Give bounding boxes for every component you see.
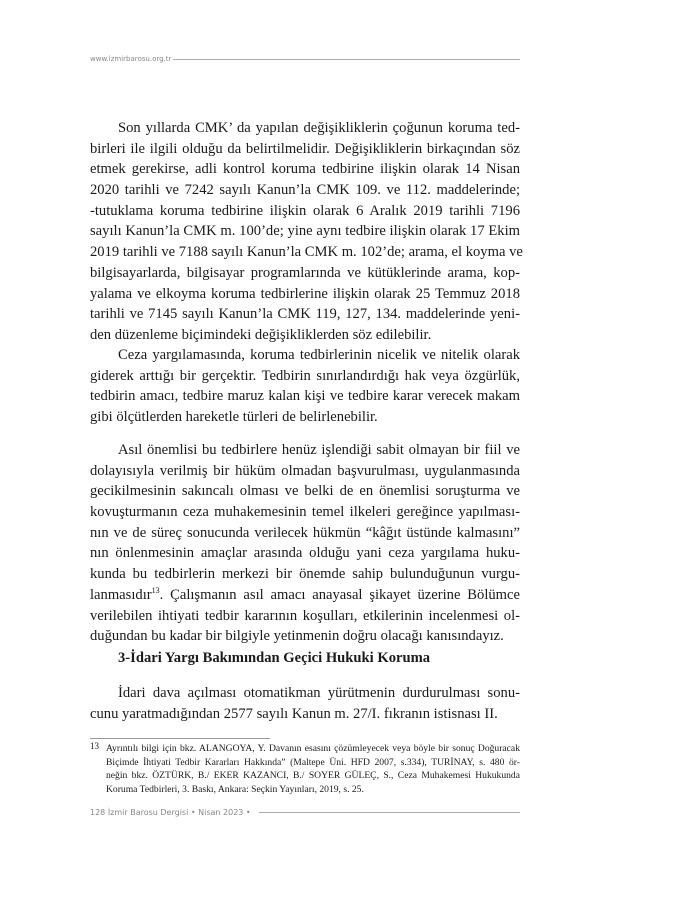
- paragraph-1: [90, 118, 523, 346]
- text-line: duğundan bu kadar bir bilgiyle yetinmenin doğru olacağı kanısındayız.: [90, 628, 504, 645]
- text-line: sayılı Kanun’la CMK m. 100’de; yine aynı tedbire ilişkin olarak 17 Ekim: [90, 223, 520, 240]
- text-line: birleri ile ilgili olduğu da belirtilmelidir. Değişikliklerin birkaçından söz: [90, 140, 520, 157]
- footnote-line: Koruma Tedbirleri, 3. Baskı, Ankara: Seçkin Yayınları, 2019, s. 25.: [106, 783, 364, 795]
- paragraph-3: [90, 440, 520, 647]
- text-line: 2020 tarihli ve 7242 sayılı Kanun’la CMK 109. ve 112. maddelerinde;: [90, 182, 520, 199]
- text-line: etmek gerekirse, adli kontrol koruma tedbirine ilişkin olarak 14 Nisan: [90, 161, 520, 178]
- text-line: tarihli ve 7145 sayılı Kanun’la CMK 119, 127, 134. maddelerinde yeni-: [90, 306, 520, 323]
- text-line: bilgisayarlarda, bilgisayar programlarında ve kütüklerinde arama, kop-: [90, 264, 520, 281]
- footnote-rule: [90, 738, 270, 739]
- footnote-line: Ayrıntılı bilgi için bkz. ALANGOYA, Y. Davanın esasını çözümleyecek veya böyle bir sonuç Doğuracak: [106, 743, 520, 754]
- text-line: kunda bu tedbirlerin merkezi bir önemde sahip bulunduğunun vurgu-: [90, 566, 520, 583]
- page-header: [90, 55, 520, 63]
- footnote-reference: 13: [151, 585, 160, 595]
- text-line: nın önlenmesinin amaçlar arasında olduğu yani ceza yargılama huku-: [90, 545, 520, 562]
- text-line: Son yıllarda CMK’ da yapılan değişikliklerin çoğunun koruma ted-: [118, 120, 520, 136]
- section-heading: 3-İdari Yargı Bakımından Geçici Hukuki Koruma: [118, 650, 431, 666]
- text-segment: lanmasıdır: [90, 586, 152, 603]
- text-line: İdari dava açılması otomatikman yürütmenin durdurulması sonu-: [118, 685, 520, 701]
- text-line: verilebilen ihtiyati tedbir kararının koşulları, etkilerinin incelenmesi ol-: [90, 607, 520, 624]
- footnote-line: Biçimde İhtiyati Tedbir Kararları Hakkında” (Maltepe Üni. HFD 2007, s.334), TURİNAY, s. 480 ör-: [106, 756, 520, 768]
- text-line: lanmasıdır$^{13}$. Çalışmanın asıl amacı anayasal şikayet üzerine Bölümce: [90, 585, 520, 603]
- text-segment: Çalışmanın asıl amacı anayasal şikayet üzerine Bölümce: [170, 586, 520, 603]
- text-line: -tutuklama koruma tedbirine ilişkin olarak 6 Aralık 2019 tarihli 7196: [90, 202, 520, 219]
- header-rule: [173, 59, 520, 60]
- paragraph-4: [90, 683, 520, 724]
- text-line: den düzenleme biçimindeki değişikliklerden söz edilebilir.: [90, 326, 432, 343]
- text-line: gecikilmesinin sakıncalı olması ve belki de en önemlisi soruşturma ve: [90, 483, 520, 500]
- text-line: gibi ölçütlerden hareketle türleri de belirlenebilir.: [90, 409, 378, 426]
- paragraph-2: [90, 345, 520, 428]
- text-line: kovuşturmanın ceza muhakemesinin temel ilkeleri gereğince yapılması-: [90, 504, 520, 521]
- text-line: yalama ve elkoyma koruma tedbirlerine ilişkin olarak 25 Temmuz 2018: [90, 285, 520, 302]
- footer-text: 128 İzmir Barosu Dergisi • Nisan 2023 •: [90, 808, 251, 817]
- text-line: dolayısıyla verilmiş bir hüküm olmadan başvurulması, uygulanmasında: [90, 462, 520, 479]
- text-line: giderek arttığı bir gerçektir. Tedbirin sınırlandırdığı hak veya özgürlük,: [90, 367, 520, 384]
- text-line: tedbirin amacı, tedbire maruz kalan kişi ve tedbire karar verecek makam: [90, 388, 520, 405]
- footnote-number: 13: [90, 741, 99, 751]
- text-line: nın ve de süreç sonucunda verilecek hükmün “kâğıt üstünde kalmasını”: [90, 524, 520, 541]
- text-line: Asıl önemlisi bu tedbirlere henüz işlendiği sabit olmayan bir fiil ve: [118, 442, 520, 458]
- header-url: www.izmirbarosu.org.tr: [90, 55, 172, 63]
- footnote-line: neğin bkz. ÖZTÜRK, B./ EKER KAZANCI, B./ SOYER GÜLEÇ, S., Ceza Muhakemesi Hukukunda: [106, 770, 520, 781]
- footnote: [90, 742, 520, 796]
- page-footer: [90, 808, 520, 817]
- text-line: cunu yaratmadığından 2577 sayılı Kanun m. 27/I. fıkranın istisnası II.: [90, 705, 498, 722]
- footer-rule: [259, 812, 520, 813]
- text-line: Ceza yargılamasında, koruma tedbirlerinin nicelik ve nitelik olarak: [118, 347, 520, 363]
- text-line: 2019 tarihli ve 7188 sayılı Kanun’la CMK m. 102’de; arama, el koyma ve: [90, 244, 523, 261]
